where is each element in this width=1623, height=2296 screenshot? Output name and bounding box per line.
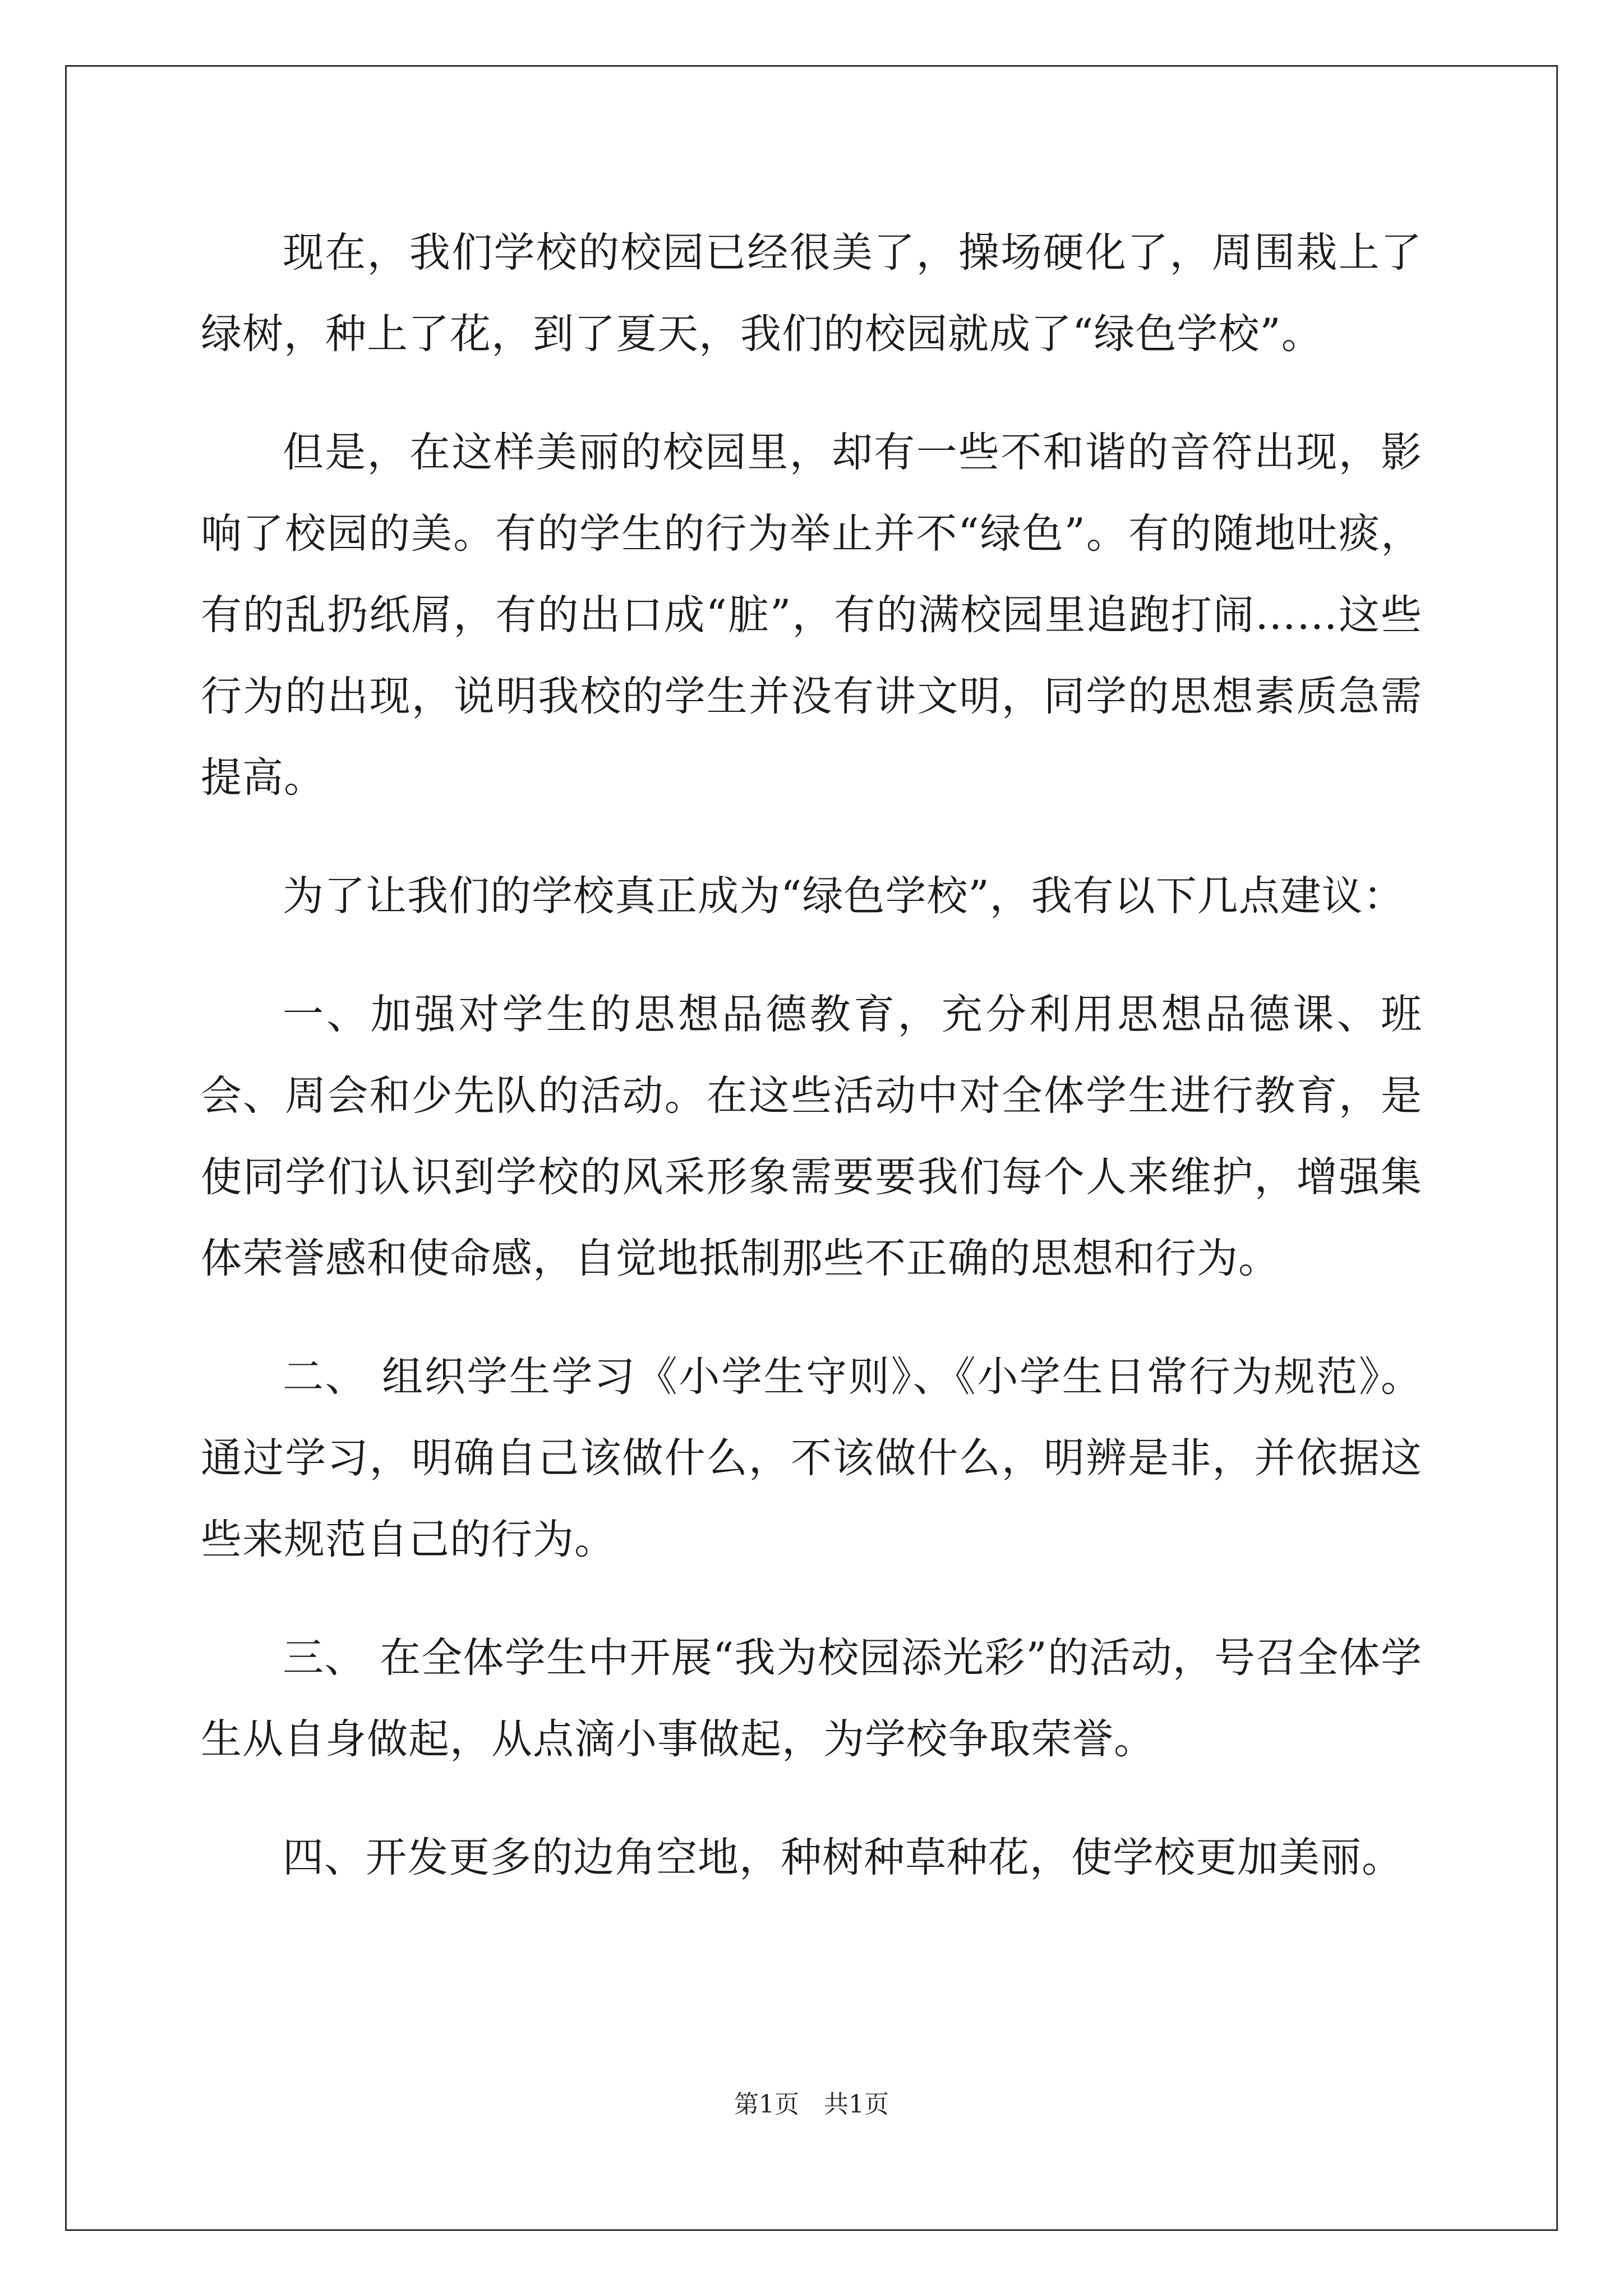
page-footer: [0, 2088, 1623, 2122]
paragraph: 为了让我们的学校真正成为“绿色学校”，我有以下几点建议：: [283, 872, 1405, 920]
document-body: [201, 212, 1422, 1898]
paragraph: 一、加强对学生的思想品德教育，充分利用思想品德课、班会、周会和少先队的活动。在这些活动中对全体学生进行教育，是使同学们认识到学校的风采形象需要要我们每个人来维护，增强集体荣誉感和使命感，自觉地抵制那些不正确的思想和行为。: [201, 991, 1422, 1282]
paragraph: 四、开发更多的边角空地，种树种草种花，使学校更加美丽。: [283, 1834, 1403, 1881]
paragraph: 三、 在全体学生中开展“我为校园添光彩”的活动，号召全体学生从自身做起，从点滴小事做起，为学校争取荣誉。: [201, 1634, 1422, 1763]
page-number-current: 第1页: [734, 2090, 799, 2119]
page-number-total: 共1页: [824, 2090, 889, 2119]
paragraph: 现在，我们学校的校园已经很美了，操场硬化了，周围栽上了绿树，种上了花，到了夏天，我们的校园就成了“绿色学校”。: [201, 229, 1422, 358]
paragraph: 二、 组织学生学习《小学生守则》、《小学生日常行为规范》。通过学习，明确自己该做什么，不该做什么，明辨是非，并依据这些来规范自己的行为。: [201, 1353, 1422, 1563]
paragraph: 但是，在这样美丽的校园里，却有一些不和谐的音符出现，影响了校园的美。有的学生的行为举止并不“绿色”。有的随地吐痰，有的乱扔纸屑，有的出口成“脏”，有的满校园里追跑打闹……这些行为的出现，说明我校的学生并没有讲文明，同学的思想素质急需提高。: [201, 429, 1422, 802]
